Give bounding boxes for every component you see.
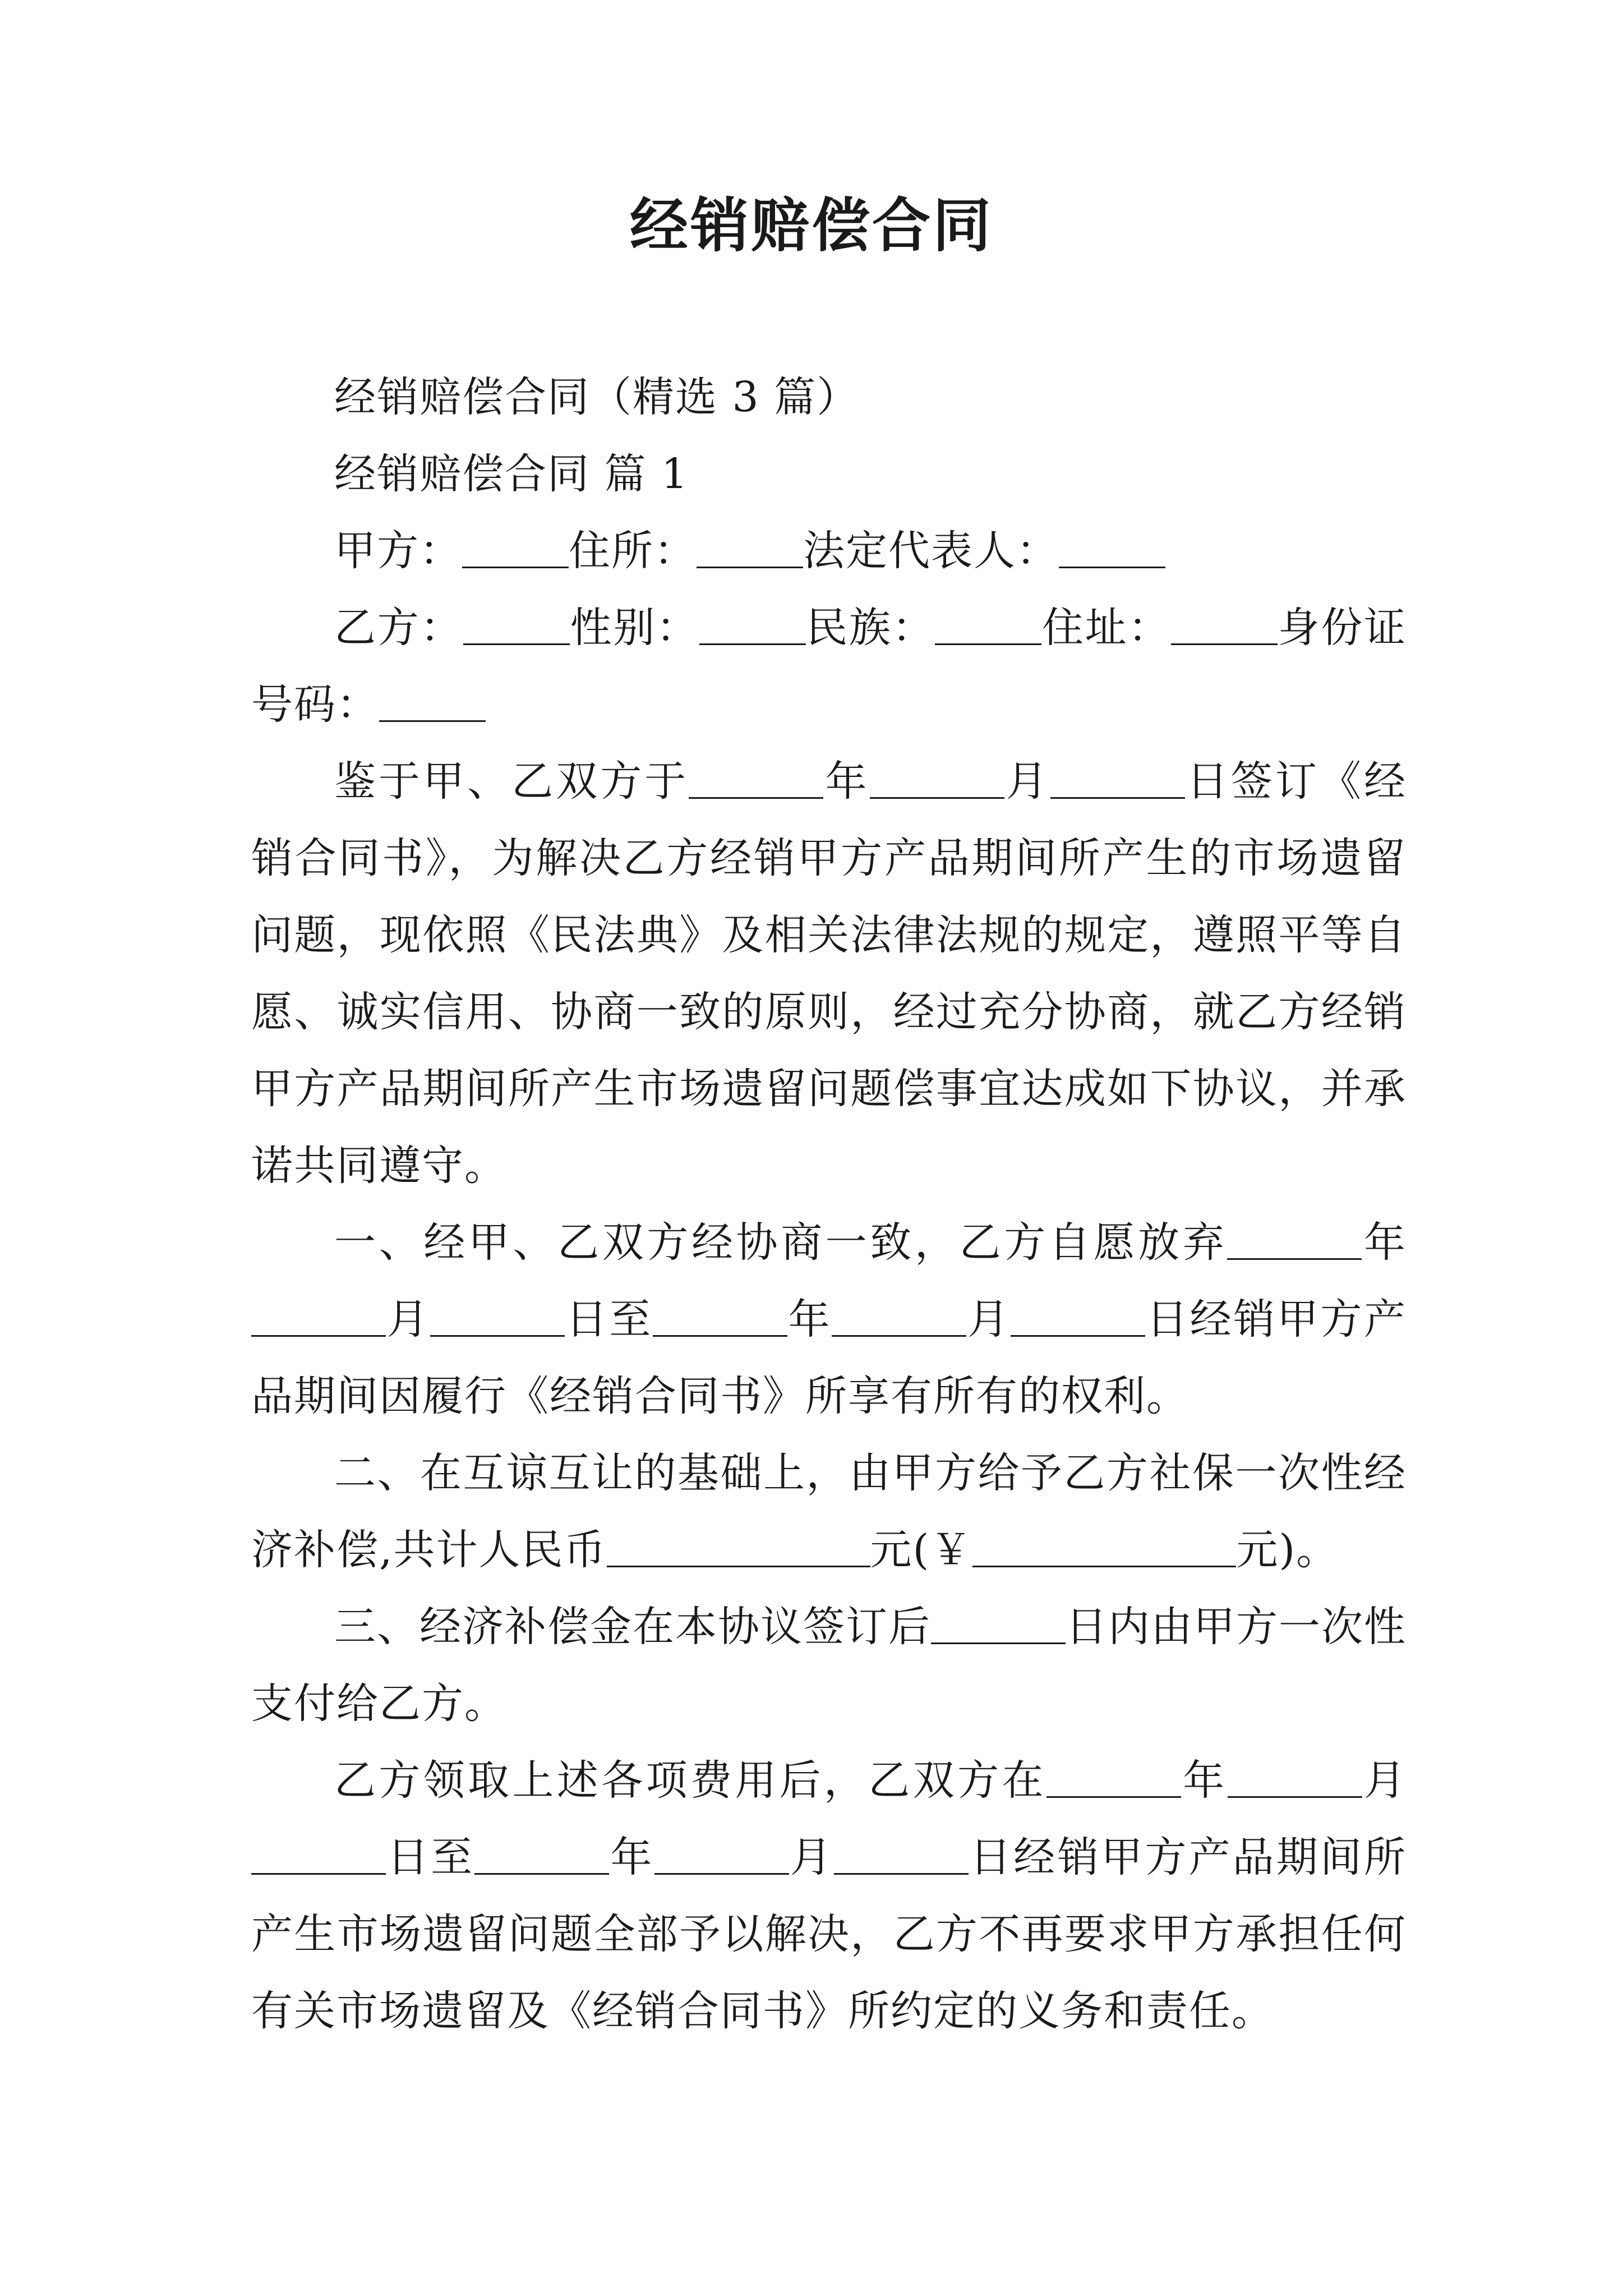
clause-4-end-month-blank: [654, 1834, 789, 1875]
document-body: [251, 359, 1407, 2050]
clause-2-end: 元)。: [1236, 1526, 1339, 1574]
preamble-paragraph: [251, 743, 1407, 1204]
clause-4-start-month-label: 月: [1362, 1756, 1407, 1805]
clause-1-end-month-blank: [832, 1296, 966, 1337]
sign-day-blank: [1050, 758, 1185, 799]
clause-1-end-year-blank: [653, 1296, 787, 1337]
clause-4-end-day-blank: [834, 1834, 969, 1875]
preamble-body: 日签订《经销合同书》，为解决乙方经销甲方产品期间所产生的市场遗留问题，现依照《民法典》及相关法律法规的规定，遵照平等自愿、诚实信用、协商一致的原则，经过充分协商，就乙方经销甲方产品期间所产生市场遗留问题偿事宜达成如下协议，并承诺共同遵守。: [251, 757, 1407, 1190]
section-heading: [251, 436, 1407, 513]
party-b-address-blank: [1171, 604, 1278, 645]
clause-4-intro: 乙方领取上述各项费用后，乙双方在: [334, 1756, 1046, 1805]
party-b-ethnicity-blank: [935, 604, 1041, 645]
sign-month-label: 月: [1004, 757, 1050, 806]
party-b-address-label: 住址：: [1041, 604, 1172, 652]
party-a-label: 甲方：: [334, 527, 462, 575]
clause-1-start-month-blank: [251, 1296, 386, 1337]
clause-2-intro: 二、在互谅互让的基础上，由甲方给予乙方社保一次性经济补偿,共计人民币: [251, 1449, 1407, 1574]
amount-figures-blank: [972, 1526, 1236, 1567]
party-a-address-label: 住所：: [569, 527, 697, 575]
party-b-line: [251, 590, 1407, 743]
party-b-id-blank: [379, 681, 486, 722]
clause-1-start-month-label: 月: [386, 1295, 431, 1343]
party-b-label: 乙方：: [334, 604, 463, 652]
sign-year-label: 年: [823, 757, 870, 806]
party-a-name-blank: [462, 527, 569, 568]
sign-month-blank: [870, 758, 1004, 799]
clause-2: [251, 1435, 1407, 1589]
subtitle-text: 经销赔偿合同（精选 3 篇）: [334, 373, 860, 421]
clause-1-day-to-label: 日至: [565, 1295, 653, 1343]
clause-4-body: 日经销甲方产品期间所产生市场遗留问题全部予以解决，乙方不再要求甲方承担任何有关市场遗留及《经销合同书》所约定的义务和责任。: [251, 1833, 1407, 2035]
clause-1-body: 日经销甲方产品期间因履行《经销合同书》所享有所有的权利。: [251, 1295, 1407, 1420]
party-b-gender-blank: [699, 604, 806, 645]
clause-1-start-year-label: 年: [1362, 1218, 1407, 1267]
party-b-name-blank: [463, 604, 570, 645]
clause-4-end-month-label: 月: [789, 1833, 834, 1881]
clause-4-start-year-blank: [1046, 1757, 1181, 1798]
clause-1-start-day-blank: [430, 1296, 565, 1337]
party-b-id-label: 身份证号码：: [251, 604, 1407, 729]
clause-4-start-month-blank: [1228, 1757, 1362, 1798]
clause-4: [251, 1742, 1407, 2050]
party-a-rep-blank: [1059, 527, 1165, 568]
clause-1-end-day-blank: [1011, 1296, 1145, 1337]
clause-4-day-to-label: 日至: [386, 1833, 475, 1881]
subtitle: [251, 359, 1407, 436]
clause-4-start-year-label: 年: [1181, 1756, 1228, 1805]
clause-1-start-year-blank: [1227, 1219, 1362, 1260]
party-a-rep-label: 法定代表人：: [803, 527, 1059, 575]
clause-1-intro: 一、经甲、乙双方经协商一致，乙方自愿放弃: [334, 1218, 1228, 1267]
clause-3-intro: 三、经济补偿金在本协议签订后: [334, 1603, 931, 1651]
clause-4-end-year-label: 年: [609, 1833, 654, 1881]
clause-3: [251, 1589, 1407, 1742]
section-heading-text: 经销赔偿合同 篇 1: [334, 450, 689, 498]
clause-4-end-year-blank: [474, 1834, 609, 1875]
clause-1-end-month-label: 月: [966, 1295, 1011, 1343]
clause-3-body: 日内由甲方一次性支付给乙方。: [251, 1603, 1407, 1728]
preamble-intro: 鉴于甲、乙双方于: [334, 757, 689, 806]
amount-words-blank: [607, 1526, 870, 1567]
party-a-address-blank: [697, 527, 803, 568]
clause-1: [251, 1204, 1407, 1435]
clause-4-start-day-blank: [251, 1834, 386, 1875]
party-b-gender-label: 性别：: [570, 604, 699, 652]
payment-days-blank: [931, 1603, 1066, 1644]
party-b-ethnicity-label: 民族：: [805, 604, 935, 652]
sign-year-blank: [689, 758, 823, 799]
document-title: 经销赔偿合同: [629, 191, 993, 260]
clause-2-yuan-label: 元(￥: [870, 1526, 973, 1574]
party-a-line: [251, 513, 1407, 590]
clause-1-end-year-label: 年: [787, 1295, 832, 1343]
